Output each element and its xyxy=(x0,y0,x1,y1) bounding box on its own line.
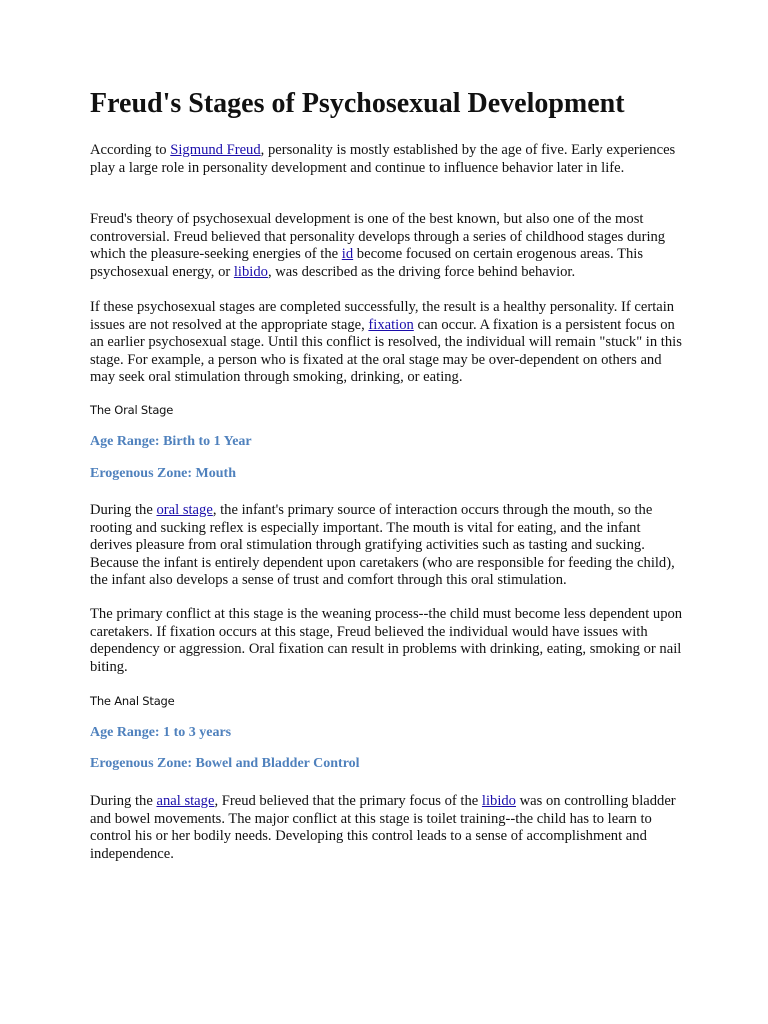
oral-p1-text-2: , the infant's primary source of interaction occurs through the mouth, so the rooting and sucking reflex is especially important. The mouth is vital for eating, and the infant derives pleasure from oral stimulation through gratifying activities such as tasting and sucking. Because the infant is entirely dependent upon caretakers (who are responsible for feeding the child), the infant also develops a sense of trust and comfort through this oral stimulation. xyxy=(90,502,675,588)
anal-age-range: Age Range: 1 to 3 years xyxy=(90,725,232,740)
anal-p1-text-3: was on controlling bladder and bowel movements. The major conflict at this stage is toilet training--the child has to learn to control his or her bodily needs. Developing this control leads to a sense of accomplishment and independence. xyxy=(90,793,676,862)
theory-paragraph xyxy=(90,211,686,281)
oral-paragraph-2: The primary conflict at this stage is the weaning process--the child must become less dependent upon caretakers. If fixation occurs at this stage, Freud believed the individual would have issues with dependency or aggression. Oral fixation can result in problems with drinking, eating, smoking or nail biting. xyxy=(90,606,683,675)
fixation-text-1: If these psychosexual stages are completed successfully, the result is a healthy personality. If certain issues are not resolved at the appropriate stage, xyxy=(90,299,675,333)
oral-stage-link[interactable]: oral stage xyxy=(156,502,213,518)
anal-p1-text-1: During the xyxy=(90,793,157,809)
oral-paragraph-1 xyxy=(90,502,686,590)
oral-age-range: Age Range: Birth to 1 Year xyxy=(90,434,252,449)
anal-p1-text-2: , Freud believed that the primary focus of the xyxy=(214,793,482,809)
libido-link-2[interactable]: libido xyxy=(481,793,516,809)
theory-text-3: , was described as the driving force behind behavior. xyxy=(267,263,576,280)
fixation-paragraph xyxy=(90,299,686,387)
id-link[interactable]: id xyxy=(341,246,354,262)
intro-text-1: According to xyxy=(90,142,171,158)
anal-paragraph-1 xyxy=(90,793,686,863)
fixation-link[interactable]: fixation xyxy=(368,316,414,333)
anal-stage-link[interactable]: anal stage xyxy=(156,793,215,809)
intro-paragraph xyxy=(90,142,686,177)
sigmund-freud-link[interactable]: Sigmund Freud xyxy=(170,142,261,158)
oral-p1-text-1: During the xyxy=(90,502,157,518)
anal-stage-heading: The Anal Stage xyxy=(90,694,175,708)
oral-erogenous-zone: Erogenous Zone: Mouth xyxy=(90,466,236,481)
theory-text-2: become focused on certain erogenous areas. This psychosexual energy, or xyxy=(90,246,644,280)
oral-stage-heading: The Oral Stage xyxy=(90,403,174,417)
page-title: Freud's Stages of Psychosexual Development xyxy=(90,88,625,119)
libido-link[interactable]: libido xyxy=(233,263,268,280)
fixation-text-2: can occur. A fixation is a persistent focus on an earlier psychosexual stage. Until this conflict is resolved, the individual will remain "stuck" in this stage. For example, a person who is fixated at the oral stage may be over-dependent on others and may seek oral stimulation through smoking, drinking, or eating. xyxy=(90,316,682,385)
theory-text-1: Freud's theory of psychosexual development is one of the best known, but also one of the most controversial. Freud believed that personality develops through a series of childhood stages during which the pleasure-seeking energies of the xyxy=(90,211,666,262)
intro-text-2: , personality is mostly established by the age of five. Early experiences play a large role in personality development and continue to influence behavior later in life. xyxy=(90,142,676,176)
anal-erogenous-zone: Erogenous Zone: Bowel and Bladder Control xyxy=(90,756,360,771)
